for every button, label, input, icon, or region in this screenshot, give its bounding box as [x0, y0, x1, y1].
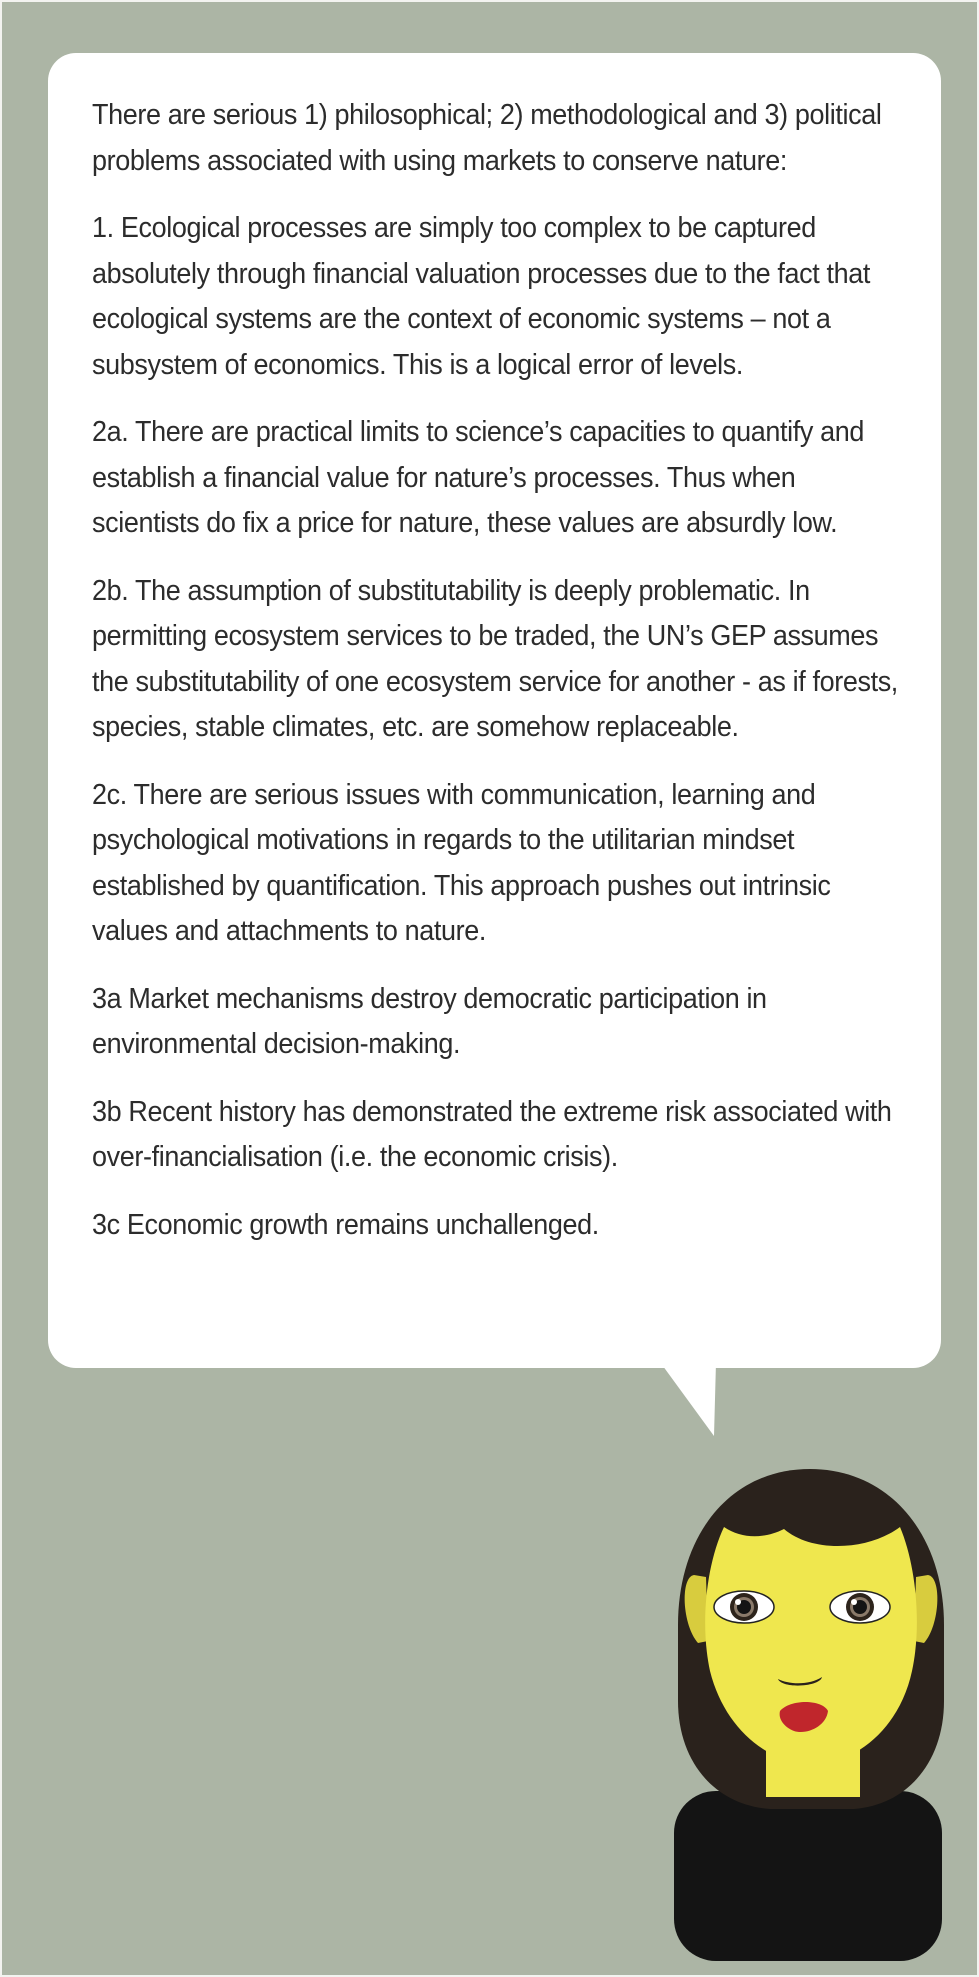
shirt: [674, 1791, 942, 1961]
right-eye-glint: [851, 1599, 857, 1605]
speech-bubble: [48, 53, 941, 1368]
woman-avatar-icon: [672, 1465, 952, 1965]
point-2b: 2b. The assumption of substitutability is deeply problematic. In permitting ecosystem services to be traded, the UN’s GEP assumes the substitutability of one ecosystem service for another - as if forests, species, stable climates, etc. are somehow replaceable.: [92, 574, 898, 743]
intro-text: There are serious 1) philosophical; 2) methodological and 3) political problems associated with using markets to conserve nature:: [92, 99, 882, 177]
speech-bubble-tail: [660, 1362, 720, 1442]
point-2c: 2c. There are serious issues with communication, learning and psychological motivations in regards to the utilitarian mindset established by quantification. This approach pushes out intrinsic values and attachments to nature.: [92, 778, 831, 947]
point-3c: 3c Economic growth remains unchallenged.: [92, 1208, 599, 1241]
left-eye-glint: [735, 1599, 741, 1605]
point-1: 1. Ecological processes are simply too complex to be captured absolutely through financial valuation processes due to the fact that ecological systems are the context of economic systems – not a subsystem of economics. This is a logical error of levels.: [92, 212, 870, 381]
point-3b: 3b Recent history has demonstrated the extreme risk associated with over-financialisation (i.e. the economic crisis).: [92, 1095, 892, 1173]
point-2a: 2a. There are practical limits to science’s capacities to quantify and establish a financial value for nature’s processes. Thus when scientists do fix a price for nature, these values are absurdly low.: [92, 416, 864, 539]
point-3a: 3a Market mechanisms destroy democratic participation in environmental decision-making.: [92, 982, 767, 1060]
